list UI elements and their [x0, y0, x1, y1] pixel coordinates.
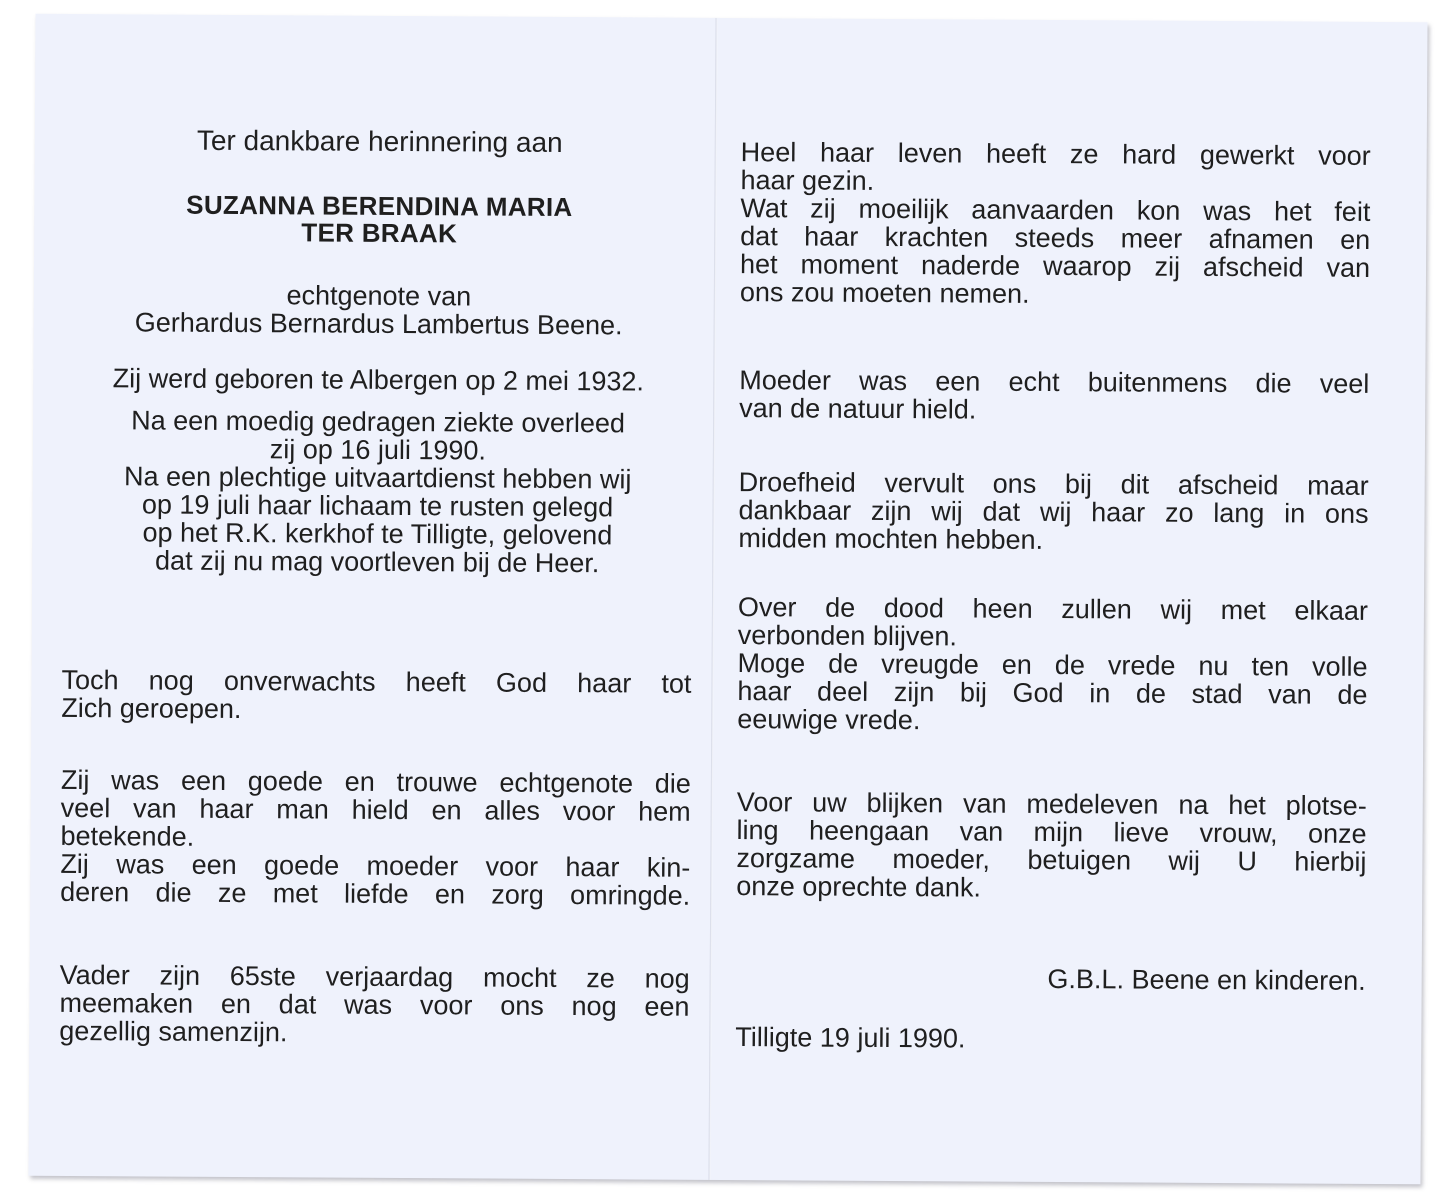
paragraph-line: veel van haar man hield en alles voor hem: [60, 792, 691, 827]
paragraph-line: Over de dood heen zullen wij met elkaar: [737, 592, 1369, 626]
paragraph-line: het moment naderde waarop zij afscheid van: [739, 249, 1371, 283]
paragraph-line: ons zou moeten nemen.: [739, 277, 1030, 309]
death-text-2: zij op 16 juli 1990.: [269, 434, 487, 466]
paragraph-outdoors: [739, 366, 1369, 426]
paragraph-line: dankbaar zijn wij dat wij haar zo lang in ons: [738, 495, 1369, 529]
death-text-1: Na een moedig gedragen ziekte overleed: [131, 405, 626, 439]
paragraph-line: Droefheid vervult ons bij dit afscheid maar: [738, 467, 1369, 501]
paragraph-grief: [738, 468, 1369, 556]
paragraph-line: meemaken en dat was voor ons nog een: [59, 987, 690, 1022]
paragraph-line: Moge de vreugde en de vrede nu ten volle: [737, 648, 1368, 682]
paragraph-line: ling heengaan van mijn lieve vrouw, onze: [736, 815, 1367, 849]
deceased-name-line1: SUZANNA BERENDINA MARIA: [186, 189, 573, 223]
paragraph-line: Zij was een goede en trouwe echtgenote die: [60, 764, 691, 799]
paragraph-birthday: [59, 961, 690, 1049]
paragraph-line: betekende.: [60, 820, 195, 852]
right-panel: [735, 18, 1372, 1054]
paragraph-line: van de natuur hield.: [739, 393, 977, 425]
paragraph-line: Moeder was een echt buitenmens die veel: [739, 365, 1370, 399]
card-fold: [708, 18, 717, 1180]
paragraph-line: Heel haar leven heeft ze hard gewerkt voor: [740, 137, 1371, 171]
paragraph-hard-work: [740, 138, 1371, 310]
paragraph-line: gezellig samenzijn.: [59, 1015, 288, 1048]
paragraph-line: deren die ze met liefde en zorg omringde.: [60, 876, 691, 911]
paragraph-line: verbonden blijven.: [737, 620, 958, 652]
deceased-name-line2: TER BRAAK: [301, 217, 458, 249]
funeral-text-2: op 19 juli haar lichaam te rusten gelegd: [141, 489, 614, 523]
spouse-label: echtgenote van: [286, 280, 472, 312]
spouse-name: Gerhardus Bernardus Lambertus Beene.: [134, 307, 623, 341]
paragraph-line: Voor uw blijken van medeleven na het plotse-: [736, 787, 1367, 821]
paragraph-wife-mother: [60, 766, 691, 910]
place-date: Tilligte 19 juli 1990.: [735, 1022, 966, 1054]
paragraph-line: eeuwige vrede.: [737, 704, 921, 736]
paragraph-line: Zij was een goede moeder voor haar kin-: [60, 848, 691, 883]
paragraph-called: [61, 666, 691, 726]
paragraph-line: midden mochten hebben.: [738, 523, 1044, 555]
paragraph-line: haar gezin.: [740, 165, 875, 196]
paragraph-line: haar deel zijn bij God in de stad van de: [737, 676, 1368, 710]
signature: G.B.L. Beene en kinderen.: [1047, 963, 1366, 996]
paragraph-line: onze oprechte dank.: [736, 871, 982, 903]
paragraph-thanks: [736, 788, 1367, 904]
funeral-text-1: Na een plechtige uitvaartdienst hebben wij: [123, 461, 632, 495]
intro-text: Ter dankbare herinnering aan: [196, 124, 563, 158]
funeral-text-3: op het R.K. kerkhof te Tilligte, gelovend: [142, 517, 613, 551]
paragraph-line: Zich geroepen.: [61, 692, 242, 725]
paragraph-beyond-death: [737, 593, 1368, 737]
paragraph-line: Vader zijn 65ste verjaardag mocht ze nog: [59, 959, 690, 994]
paragraph-line: Wat zij moeilijk aanvaarden kon was het feit: [740, 193, 1371, 227]
paragraph-line: dat haar krachten steeds meer afnamen en: [740, 221, 1371, 255]
memorial-card: [28, 14, 1427, 1184]
birth-text: Zij werd geboren te Albergen op 2 mei 1932.: [112, 363, 645, 397]
left-panel: [59, 14, 696, 1048]
paragraph-line: Toch nog onverwachts heeft God haar tot: [61, 664, 692, 699]
funeral-text-4: dat zij nu mag voortleven bij de Heer.: [155, 545, 600, 579]
paragraph-line: zorgzame moeder, betuigen wij U hierbij: [736, 843, 1367, 877]
